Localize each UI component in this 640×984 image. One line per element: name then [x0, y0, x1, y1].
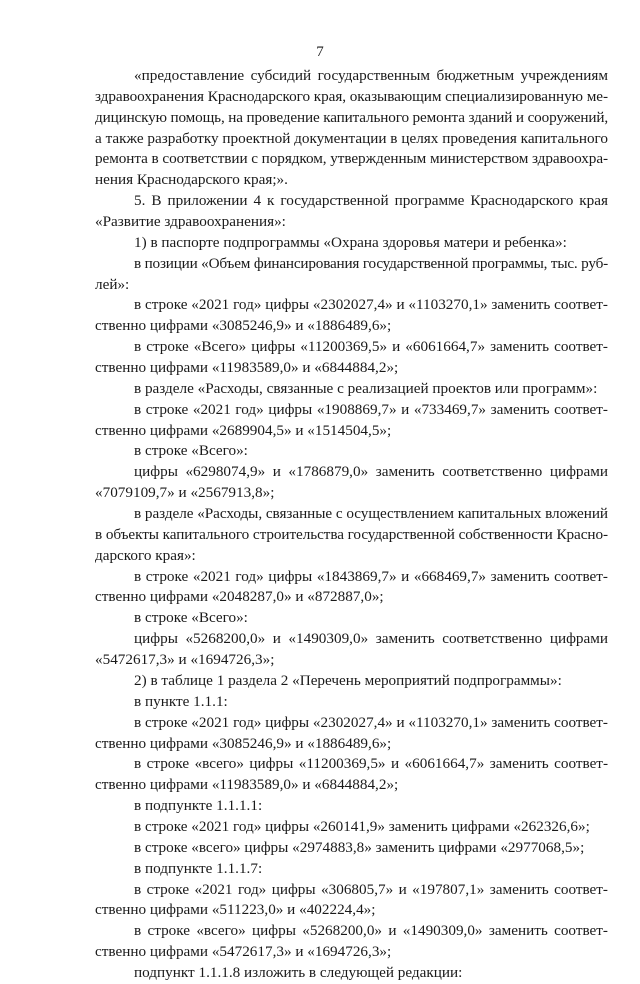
text-line: в строке «всего» цифры «5268200,0» и «1490309,0» заменить соответ- [134, 922, 608, 940]
text-line: ственно цифрами «2048287,0» и «872887,0»; [95, 588, 384, 606]
text-line: «7079109,7» и «2567913,8»; [95, 484, 275, 502]
text-line: в разделе «Расходы, связанные с реализацией проектов или программ»: [134, 379, 598, 397]
text-line: подпункт 1.1.1.8 изложить в следующей редакции: [134, 963, 463, 981]
text-line: нения Краснодарского края;». [95, 171, 288, 189]
text-line: в строке «2021 год» цифры «306805,7» и «197807,1» заменить соответ- [134, 880, 608, 898]
text-line: 2) в таблице 1 раздела 2 «Перечень мероприятий подпрограммы»: [134, 671, 562, 689]
text-line: в разделе «Расходы, связанные с осуществлением капитальных вложений [134, 505, 608, 523]
text-line: ремонта в соответствии с порядком, утвержденным министерством здравоохра- [95, 150, 608, 168]
text-line: в пункте 1.1.1: [134, 692, 228, 710]
text-line: в строке «2021 год» цифры «2302027,4» и «1103270,1» заменить соответ- [134, 296, 608, 314]
text-line: в подпункте 1.1.1.7: [134, 859, 263, 877]
text-line: 5. В приложении 4 к государственной программе Краснодарского края [134, 192, 608, 210]
page-number: 7 [316, 44, 324, 60]
text-line: в объекты капитального строительства государственной собственности Красно- [95, 525, 608, 543]
text-line: в строке «2021 год» цифры «1843869,7» и «668469,7» заменить соответ- [134, 567, 608, 585]
text-line: ственно цифрами «511223,0» и «402224,4»; [95, 901, 376, 919]
text-line: 1) в паспорте подпрограммы «Охрана здоровья матери и ребенка»: [134, 233, 567, 251]
text-line: ственно цифрами «3085246,9» и «1886489,6»; [95, 734, 392, 752]
text-line: в подпункте 1.1.1.1: [134, 797, 263, 815]
text-line: в строке «всего» цифры «11200369,5» и «6061664,7» заменить соответ- [134, 755, 608, 773]
text-line: ственно цифрами «3085246,9» и «1886489,6»; [95, 317, 392, 335]
text-line: а также разработку проектной документации в целях проведения капитального [95, 129, 608, 147]
text-line: дарского края»: [95, 546, 196, 564]
text-line: цифры «6298074,9» и «1786879,0» заменить соответственно цифрами [134, 463, 608, 481]
text-line: ственно цифрами «11983589,0» и «6844884,2»; [95, 359, 399, 377]
text-line: в строке «2021 год» цифры «260141,9» заменить цифрами «262326,6»; [134, 817, 590, 835]
text-line: ственно цифрами «11983589,0» и «6844884,2»; [95, 776, 399, 794]
text-line: «предоставление субсидий государственным бюджетным учреждениям [134, 67, 608, 84]
document-body [95, 66, 608, 984]
text-line: в строке «Всего» цифры «11200369,5» и «6061664,7» заменить соответ- [134, 338, 608, 356]
text-line: ственно цифрами «2689904,5» и «1514504,5»; [95, 421, 392, 439]
text-line: дицинскую помощь, на проведение капитального ремонта зданий и сооружений, [95, 108, 608, 126]
text-line: «Развитие здравоохранения»: [95, 213, 286, 231]
text-line: в позиции «Объем финансирования государственной программы, тыс. руб- [134, 254, 608, 272]
text-line: в строке «Всего»: [134, 442, 248, 460]
text-line: в строке «всего» цифры «2974883,8» заменить цифрами «2977068,5»; [134, 838, 585, 856]
text-line: ственно цифрами «5472617,3» и «1694726,3»; [95, 943, 392, 961]
text-line: в строке «2021 год» цифры «1908869,7» и «733469,7» заменить соответ- [134, 400, 608, 418]
text-line: «5472617,3» и «1694726,3»; [95, 651, 275, 669]
text-line: лей»: [95, 275, 130, 293]
text-line: цифры «5268200,0» и «1490309,0» заменить соответственно цифрами [134, 630, 608, 648]
text-line: здравоохранения Краснодарского края, оказывающим специализированную ме- [95, 87, 608, 105]
text-line: в строке «Всего»: [134, 609, 248, 627]
text-line: в строке «2021 год» цифры «2302027,4» и «1103270,1» заменить соответ- [134, 713, 608, 731]
